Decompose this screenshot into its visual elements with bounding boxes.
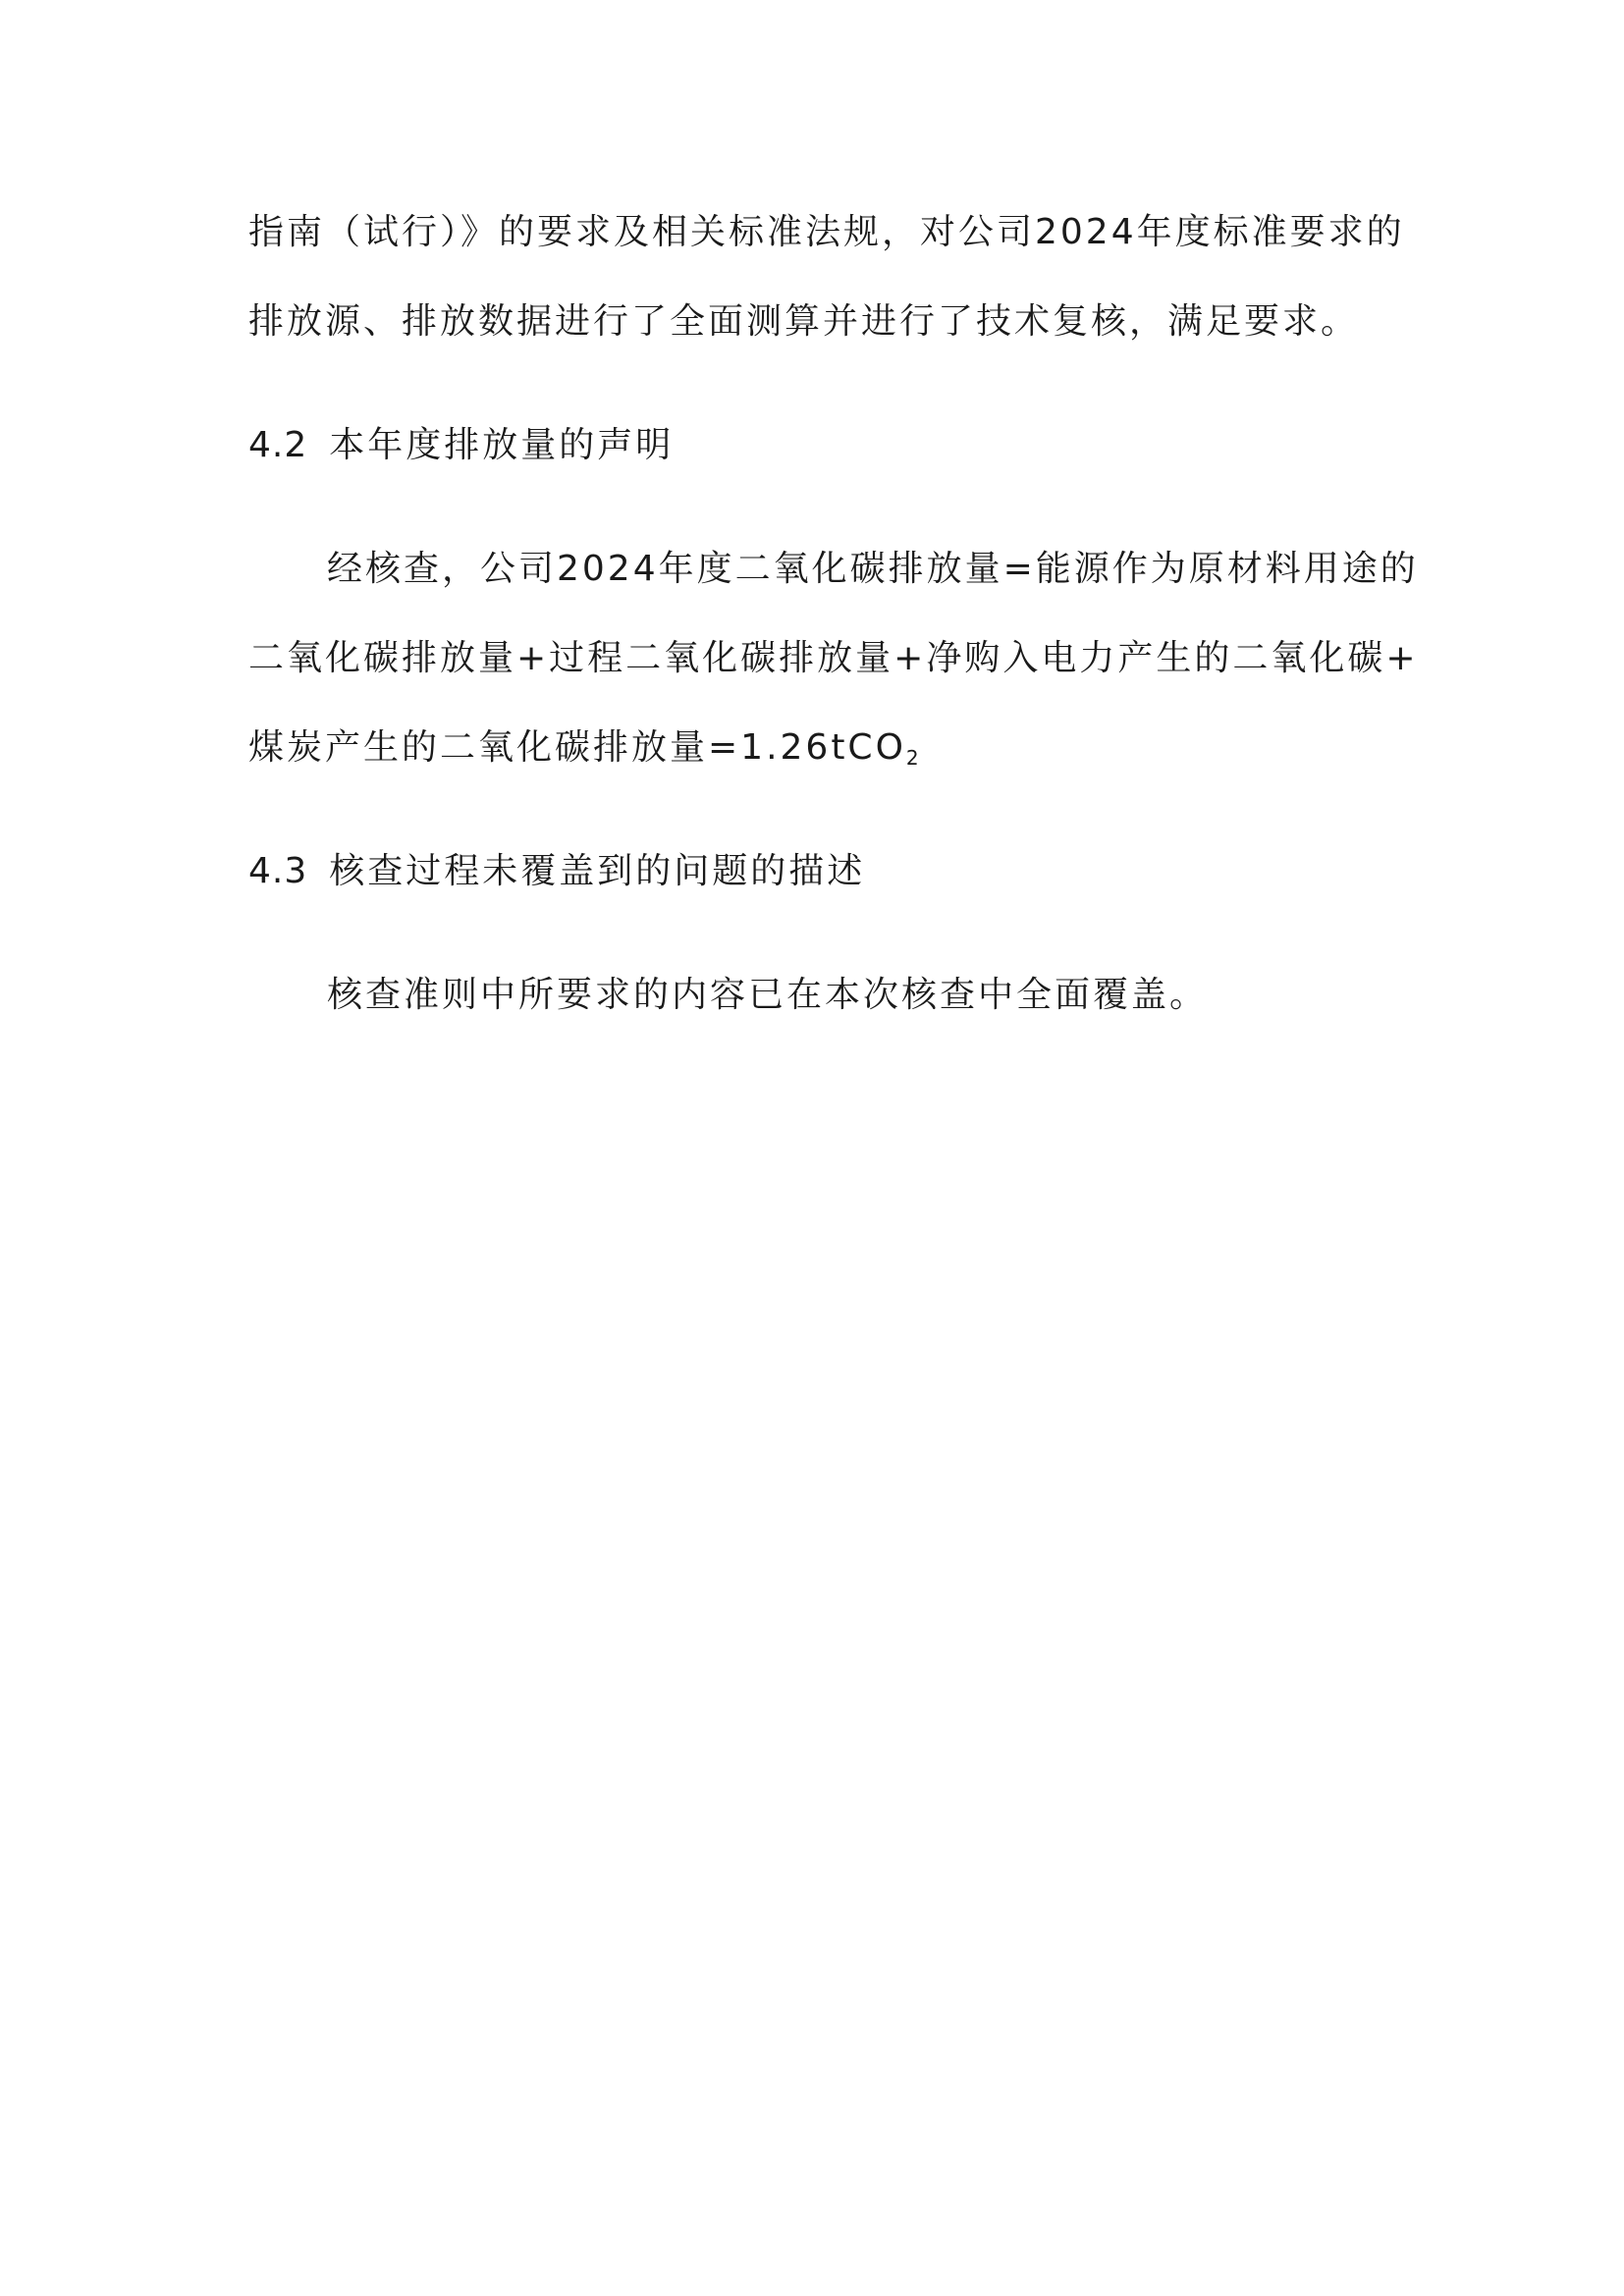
section-heading bbox=[248, 421, 1389, 470]
paragraph-line: 排放源、排放数据进行了全面测算并进行了技术复核，满足要求。 bbox=[248, 301, 1360, 342]
section-title: 核查过程未覆盖到的问题的描述 bbox=[329, 851, 866, 891]
page-content bbox=[248, 208, 1419, 1020]
section-number: 4.2 bbox=[248, 425, 308, 465]
section-title: 本年度排放量的声明 bbox=[329, 425, 675, 465]
paragraph-line: 指南（试行）》的要求及相关标准法规，对公司2024年度标准要求的 bbox=[248, 212, 1405, 252]
section-heading bbox=[248, 847, 1389, 896]
paragraph-line-formula bbox=[248, 723, 1389, 773]
paragraph-line: 经核查，公司2024年度二氧化碳排放量=能源作为原材料用途的 bbox=[327, 549, 1419, 589]
formula-subscript: 2 bbox=[905, 746, 919, 770]
paragraph-line: 二氧化碳排放量+过程二氧化碳排放量+净购入电力产生的二氧化碳+ bbox=[248, 638, 1419, 678]
paragraph-line: 核查准则中所要求的内容已在本次核查中全面覆盖。 bbox=[327, 975, 1209, 1015]
section-number: 4.3 bbox=[248, 851, 308, 891]
formula-text: 煤炭产生的二氧化碳排放量=1.26tCO bbox=[248, 727, 906, 768]
